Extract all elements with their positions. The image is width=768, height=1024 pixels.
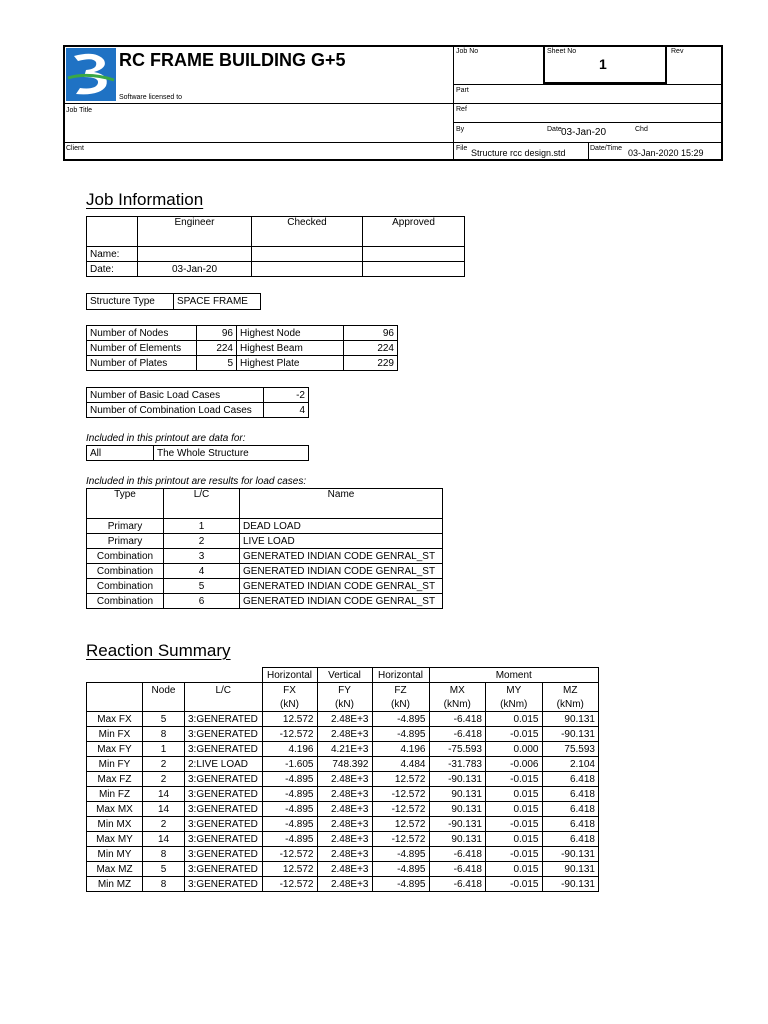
table-cell: 6.418 [542,772,599,787]
table-row: Combination 6 GENERATED INDIAN CODE GENRAL_ST [87,594,443,609]
table-cell: 0.015 [486,787,543,802]
job-no-label: Job No [456,48,479,55]
table-row [87,802,599,817]
table-cell: -6.418 [429,877,486,892]
part-label: Part [456,87,469,94]
table-row: Number of Nodes 96 Highest Node 96 [87,326,398,341]
table-cell: 14 [143,802,185,817]
table-cell: -4.895 [262,817,317,832]
table-cell: Max MX [87,802,143,817]
table-cell: 12.572 [262,712,317,727]
table-cell: -90.131 [542,847,599,862]
table-cell: -6.418 [429,862,486,877]
table-cell: 3:GENERATED [185,742,263,757]
table-cell: 2.48E+3 [317,802,372,817]
table-cell: Min FY [87,757,143,772]
table-cell: 90.131 [429,787,486,802]
table-cell: 2 [143,772,185,787]
table-cell: 2 [143,817,185,832]
table-cell: -4.895 [262,772,317,787]
table-cell: -4.895 [372,877,429,892]
table-cell: -4.895 [262,787,317,802]
table-row: Number of Basic Load Cases -2 [87,388,309,403]
load-cases-table [86,488,443,609]
table-cell: 3:GENERATED [185,772,263,787]
file-value: Structure rcc design.std [471,148,566,158]
table-row [87,877,599,892]
table-cell: 2.104 [542,757,599,772]
table-cell: 3:GENERATED [185,712,263,727]
table-cell: 3:GENERATED [185,787,263,802]
table-cell: 2.48E+3 [317,772,372,787]
table-cell: 2:LIVE LOAD [185,757,263,772]
date-value: 03-Jan-20 [561,127,607,138]
table-row: Primary 2 LIVE LOAD [87,534,443,549]
table-cell: 0.015 [486,832,543,847]
load-counts-table [86,387,309,418]
table-cell: Min MY [87,847,143,862]
divider [453,84,723,85]
reaction-summary-table [86,667,599,892]
table-cell: -90.131 [429,772,486,787]
table-cell: 0.015 [486,802,543,817]
table-cell: -90.131 [542,877,599,892]
table-cell: -75.593 [429,742,486,757]
table-row: Engineer Checked Approved [87,217,465,247]
table-row: Combination 5 GENERATED INDIAN CODE GENRAL_ST [87,579,443,594]
table-cell: -0.015 [486,877,543,892]
table-cell: -12.572 [372,832,429,847]
table-cell: 12.572 [372,817,429,832]
datetime-value: 03-Jan-2020 15:29 [628,148,704,158]
divider [63,103,453,104]
table-cell: 8 [143,847,185,862]
table-row [87,787,599,802]
table-cell: 2.48E+3 [317,787,372,802]
table-cell: -12.572 [372,787,429,802]
file-label: File [456,145,468,152]
job-info-table [86,216,465,277]
table-cell: 1 [143,742,185,757]
job-info-title: Job Information [86,190,204,209]
table-cell: -4.895 [262,802,317,817]
table-cell: 75.593 [542,742,599,757]
table-cell: 8 [143,877,185,892]
table-cell: 12.572 [372,772,429,787]
table-cell: Max MY [87,832,143,847]
table-row: Date: 03-Jan-20 [87,262,465,277]
table-cell: -90.131 [542,727,599,742]
chd-label: Chd [635,126,648,133]
table-row: (kN) (kN) (kN) (kNm) (kNm) (kNm) [87,697,599,712]
table-cell: 6.418 [542,802,599,817]
table-cell: 0.015 [486,712,543,727]
table-cell: Max MZ [87,862,143,877]
table-cell: -1.605 [262,757,317,772]
data-for-table [86,445,309,461]
table-cell: -31.783 [429,757,486,772]
table-cell: Min FZ [87,787,143,802]
table-cell: -4.895 [262,832,317,847]
table-cell: Min FX [87,727,143,742]
table-cell: 8 [143,727,185,742]
table-cell: -6.418 [429,727,486,742]
table-cell: 3:GENERATED [185,817,263,832]
table-row [87,832,599,847]
divider [63,142,453,143]
table-cell: 6.418 [542,817,599,832]
table-cell: Max FZ [87,772,143,787]
table-cell: -4.895 [372,712,429,727]
page-title: RC FRAME BUILDING G+5 [119,50,346,70]
table-row: Structure Type SPACE FRAME [87,294,261,310]
sheet-no-label: Sheet No [547,48,577,55]
table-cell: 3:GENERATED [185,862,263,877]
table-row: Number of Elements 224 Highest Beam 224 [87,341,398,356]
table-cell: 4.196 [372,742,429,757]
counts-table [86,325,398,371]
table-row [87,862,599,877]
table-row: Name: [87,247,465,262]
table-row [87,757,599,772]
table-cell: 3:GENERATED [185,832,263,847]
table-cell: -0.006 [486,757,543,772]
divider [588,142,589,161]
table-cell: -12.572 [262,877,317,892]
table-row: Number of Combination Load Cases 4 [87,403,309,418]
table-cell: 2.48E+3 [317,712,372,727]
table-row: Combination 4 GENERATED INDIAN CODE GENRAL_ST [87,564,443,579]
table-cell: 3:GENERATED [185,847,263,862]
divider [453,103,723,104]
table-cell: -6.418 [429,847,486,862]
client-label: Client [66,145,84,152]
by-label: By [456,126,465,133]
table-cell: -0.015 [486,847,543,862]
table-row [87,817,599,832]
table-cell: 0.015 [486,862,543,877]
table-cell: -4.895 [372,847,429,862]
table-cell: 90.131 [542,862,599,877]
table-cell: 4.484 [372,757,429,772]
table-row [87,742,599,757]
table-cell: 12.572 [262,862,317,877]
date-label: Date [547,126,562,133]
table-cell: 6.418 [542,787,599,802]
table-row [87,727,599,742]
table-row [87,847,599,862]
table-cell: 6.418 [542,832,599,847]
table-cell: 3:GENERATED [185,877,263,892]
table-cell: -90.131 [429,817,486,832]
table-cell: 2.48E+3 [317,817,372,832]
table-cell: -12.572 [262,847,317,862]
table-cell: 2.48E+3 [317,862,372,877]
table-cell: 2.48E+3 [317,847,372,862]
table-cell: Max FY [87,742,143,757]
divider [453,122,723,123]
table-cell: -6.418 [429,712,486,727]
job-title-label: Job Title [66,107,93,114]
table-row: Primary 1 DEAD LOAD [87,519,443,534]
table-cell: -0.015 [486,772,543,787]
table-cell: 14 [143,787,185,802]
table-cell: 14 [143,832,185,847]
table-cell: 2.48E+3 [317,877,372,892]
table-cell: 90.131 [429,802,486,817]
table-row [87,772,599,787]
table-row: All The Whole Structure [87,446,309,461]
table-cell: 90.131 [542,712,599,727]
table-cell: -12.572 [372,802,429,817]
table-cell: 2 [143,757,185,772]
table-row: Horizontal Vertical Horizontal Moment [87,668,599,683]
table-cell: 90.131 [429,832,486,847]
table-row [87,712,599,727]
table-cell: -4.895 [372,727,429,742]
table-row: Number of Plates 5 Highest Plate 229 [87,356,398,371]
divider [453,45,454,161]
table-cell: Min MX [87,817,143,832]
table-cell: 4.196 [262,742,317,757]
table-cell: -4.895 [372,862,429,877]
table-row: Node L/C FX FY FZ MX MY MZ [87,683,599,698]
table-row: Combination 3 GENERATED INDIAN CODE GENRAL_ST [87,549,443,564]
datetime-label: Date/Time [590,145,623,152]
table-cell: 3:GENERATED [185,802,263,817]
table-cell: 3:GENERATED [185,727,263,742]
table-cell: 0.000 [486,742,543,757]
table-cell: 4.21E+3 [317,742,372,757]
logo-icon [66,48,116,101]
table-row: Type L/C Name [87,489,443,519]
table-cell: -0.015 [486,727,543,742]
structure-type-table [86,293,261,310]
table-cell: 2.48E+3 [317,832,372,847]
table-cell: 748.392 [317,757,372,772]
rev-label: Rev [671,48,684,55]
table-cell: 5 [143,862,185,877]
licensed-label: Software licensed to [119,94,183,101]
ref-label: Ref [456,106,467,113]
sheet-no-value: 1 [599,56,607,72]
table-cell: Max FX [87,712,143,727]
table-cell: 2.48E+3 [317,727,372,742]
table-cell: -12.572 [262,727,317,742]
data-note: Included in this printout are data for: [86,433,246,444]
results-note: Included in this printout are results for load cases: [86,476,307,487]
reaction-summary-title: Reaction Summary [86,641,231,660]
table-cell: -0.015 [486,817,543,832]
table-cell: 5 [143,712,185,727]
table-cell: Min MZ [87,877,143,892]
